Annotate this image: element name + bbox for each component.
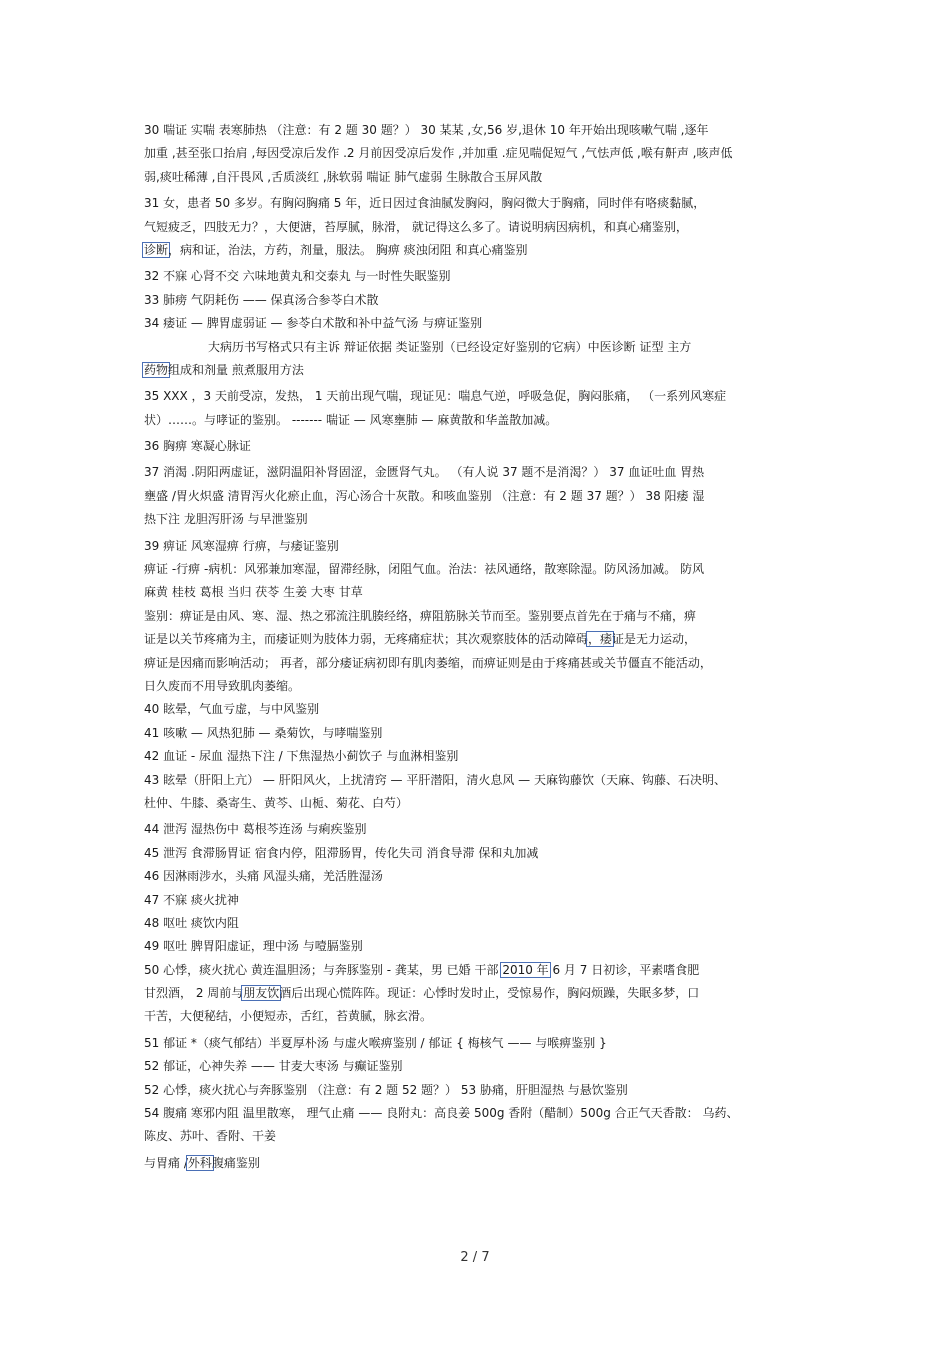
text-line: 弱,痰吐稀薄 ,自汗畏风 ,舌质淡红 ,脉软弱 喘证 肺气虚弱 生脉散合玉屏风散 <box>144 169 543 184</box>
text-line <box>144 1152 809 1175</box>
text-line: 30 喘证 实喘 表寒肺热 （注意：有 2 题 30 题？） 30 某某 ,女,56 岁,退休 10 年开始出现咳嗽气喘 ,逐年 <box>144 123 709 137</box>
text-line: 47 不寐 痰火扰神 <box>144 892 239 907</box>
text-line: 痹证 -行痹 -病机：风邪兼加寒湿，留滞经脉，闭阻气血。治法：祛风通络，散寒除湿。防风汤加减。 防风 <box>144 562 705 577</box>
text-line: 杜仲、牛膝、桑寄生、黄芩、山栀、菊花、白芍） <box>144 795 409 810</box>
text-line: 34 痿证 — 脾胃虚弱证 — 参苓白术散和补中益气汤 与痹证鉴别 <box>144 316 483 331</box>
text-segment: 证是以关节疼痛为主，而痿证则为肢体力弱，无疼痛症状；其次观察肢体的活动障碍 <box>144 632 589 647</box>
text-line: 36 胸痹 寒凝心脉证 <box>144 439 251 454</box>
text-line: 状）……。与哮证的鉴别。 ------- 喘证 — 风寒壅肺 — 麻黄散和华盖散加减。 <box>144 412 558 427</box>
text-line: 气短疲乏，四肢无力？，大便溏，苔厚腻，脉滑， 就记得这么多了。请说明病因病机，和真心痛鉴别， <box>144 219 688 234</box>
text-line: 46 因淋雨涉水，头痛 风湿头痛，羌活胜湿汤 <box>144 869 383 884</box>
text-line: 陈皮、苏叶、香附、干姜 <box>144 1129 277 1144</box>
text-line: 48 呕吐 痰饮内阻 <box>144 915 239 930</box>
text-segment: 甘烈酒， 2 周前与 <box>144 986 244 1001</box>
text-line <box>144 239 809 262</box>
highlighted-term: 药物 <box>144 362 169 377</box>
text-line: 31 女，患者 50 多岁。有胸闷胸痛 5 年，近日因过食油腻发胸闷，胸闷微大于胸痛，同时伴有咯痰黏腻， <box>144 196 706 211</box>
text-line: 37 消渴 .阴阳两虚证，滋阴温阳补肾固涩，金匮肾气丸。 （有人说 37 题不是消渴？） 37 血证吐血 胃热 <box>144 465 705 480</box>
text-line: 大病历书写格式只有主诉 辩证依据 类证鉴别（已经设定好鉴别的它病）中医诊断 证型 主方 <box>208 339 692 354</box>
highlighted-term: 朋友饮 <box>243 986 280 1001</box>
text-line: 52 郁证，心神失养 —— 甘麦大枣汤 与癫证鉴别 <box>144 1059 403 1074</box>
highlighted-term: 诊断 <box>144 242 169 257</box>
highlighted-term: 2010 年 <box>502 962 549 977</box>
text-line: 54 腹痛 寒邪内阻 温里散寒， 理气止痛 —— 良附丸：高良姜 500g 香附（醋制）500g 合正气天香散： 乌药、 <box>144 1106 739 1121</box>
text-segment: 腹痛鉴别 <box>211 1155 260 1170</box>
text-line: 40 眩晕，气血亏虚，与中风鉴别 <box>144 702 320 717</box>
text-line: 39 痹证 风寒湿痹 行痹，与痿证鉴别 <box>144 538 339 553</box>
text-line: 52 心悸，痰火扰心与奔豚鉴别 （注意：有 2 题 52 题？） 53 胁痛，肝胆湿热 与悬饮鉴别 <box>144 1082 628 1097</box>
text-line: 44 泄泻 湿热伤中 葛根芩连汤 与痢疾鉴别 <box>144 822 367 837</box>
text-line: 加重 ,甚至张口抬肩 ,每因受凉后发作 .2 月前因受凉后发作 ,并加重 .症见喘促短气 ,气怯声低 ,喉有鼾声 ,咳声低 <box>144 146 733 161</box>
text-line <box>144 628 809 651</box>
text-line: 痹证是因痛而影响活动； 再者，部分痿证病初即有肌肉萎缩，而痹证则是由于疼痛甚或关节僵直不能活动， <box>144 655 712 670</box>
text-line: 32 不寐 心肾不交 六味地黄丸和交泰丸 与一时性失眠鉴别 <box>144 269 451 284</box>
text-line: 日久废而不用导致肌肉萎缩。 <box>144 678 301 693</box>
text-line: 麻黄 桂枝 葛根 当归 茯苓 生姜 大枣 甘草 <box>144 585 363 600</box>
text-segment: 50 心悸，痰火扰心 黄连温胆汤；与奔豚鉴别 - 龚某，男 已婚 干部 <box>144 962 503 977</box>
page-number: 2 / 7 <box>460 1250 490 1265</box>
text-line: 41 咳嗽 — 风热犯肺 — 桑菊饮，与哮喘鉴别 <box>144 725 383 740</box>
text-segment: 组成和剂量 煎煮服用方法 <box>168 362 304 377</box>
text-line: 壅盛 /胃火炽盛 清胃泻火化瘀止血，泻心汤合十灰散。和咳血鉴别 （注意：有 2 题 37 题？） 38 阳痿 湿 <box>144 488 705 503</box>
text-line: 45 泄泻 食滞肠胃证 宿食内停，阻滞肠胃，传化失司 消食导滞 保和丸加减 <box>144 845 539 860</box>
text-line: 干苦，大便秘结，小便短赤，舌红，苔黄腻，脉玄滑。 <box>144 1009 433 1024</box>
text-segment: 酒后出现心慌阵阵。现证：心悸时发时止，受惊易作，胸闷烦躁，失眠多梦，口 <box>279 986 700 1001</box>
text-line: 51 郁证 *（痰气郁结）半夏厚朴汤 与虚火喉痹鉴别 / 郁证 { 梅核气 —— 与喉痹鉴别 } <box>144 1035 607 1050</box>
text-line: 43 眩晕（肝阳上亢） — 肝阳风火，上扰清窍 — 平肝潜阳，清火息风 — 天麻钩藤饮（天麻、钩藤、石决明、 <box>144 772 726 787</box>
highlighted-term: 外科 <box>187 1155 212 1170</box>
text-line: 鉴别：痹证是由风、寒、湿、热之邪流注肌腠经络，痹阻筋脉关节而至。鉴别要点首先在于痛与不痛，痹 <box>144 608 697 623</box>
text-segment: 证是无力运动， <box>612 632 697 647</box>
text-line: 42 血证 - 尿血 湿热下注 / 下焦湿热小蓟饮子 与血淋相鉴别 <box>144 749 459 764</box>
text-line: 33 肺痨 气阴耗伤 —— 保真汤合参苓白术散 <box>144 292 379 307</box>
text-line: 49 呕吐 脾胃阳虚证，理中汤 与噎膈鉴别 <box>144 939 363 954</box>
text-segment: 6 月 7 日初诊，平素嗜食肥 <box>548 962 700 977</box>
text-segment: ，病和证，治法，方药，剂量，服法。 胸痹 痰浊闭阻 和真心痛鉴别 <box>168 242 528 257</box>
text-line: 35 XXX ，3 天前受凉，发热， 1 天前出现气喘，现证见：喘息气逆，呼吸急促，胸闷胀痛， （一系列风寒症 <box>144 389 727 404</box>
text-line <box>144 959 809 982</box>
highlighted-term: ，痿 <box>588 632 613 647</box>
text-segment: 与胃痛 / <box>144 1155 188 1170</box>
document-body <box>144 119 809 1175</box>
text-line <box>144 359 809 382</box>
text-line: 热下注 龙胆泻肝汤 与早泄鉴别 <box>144 512 308 527</box>
text-line <box>144 982 809 1005</box>
